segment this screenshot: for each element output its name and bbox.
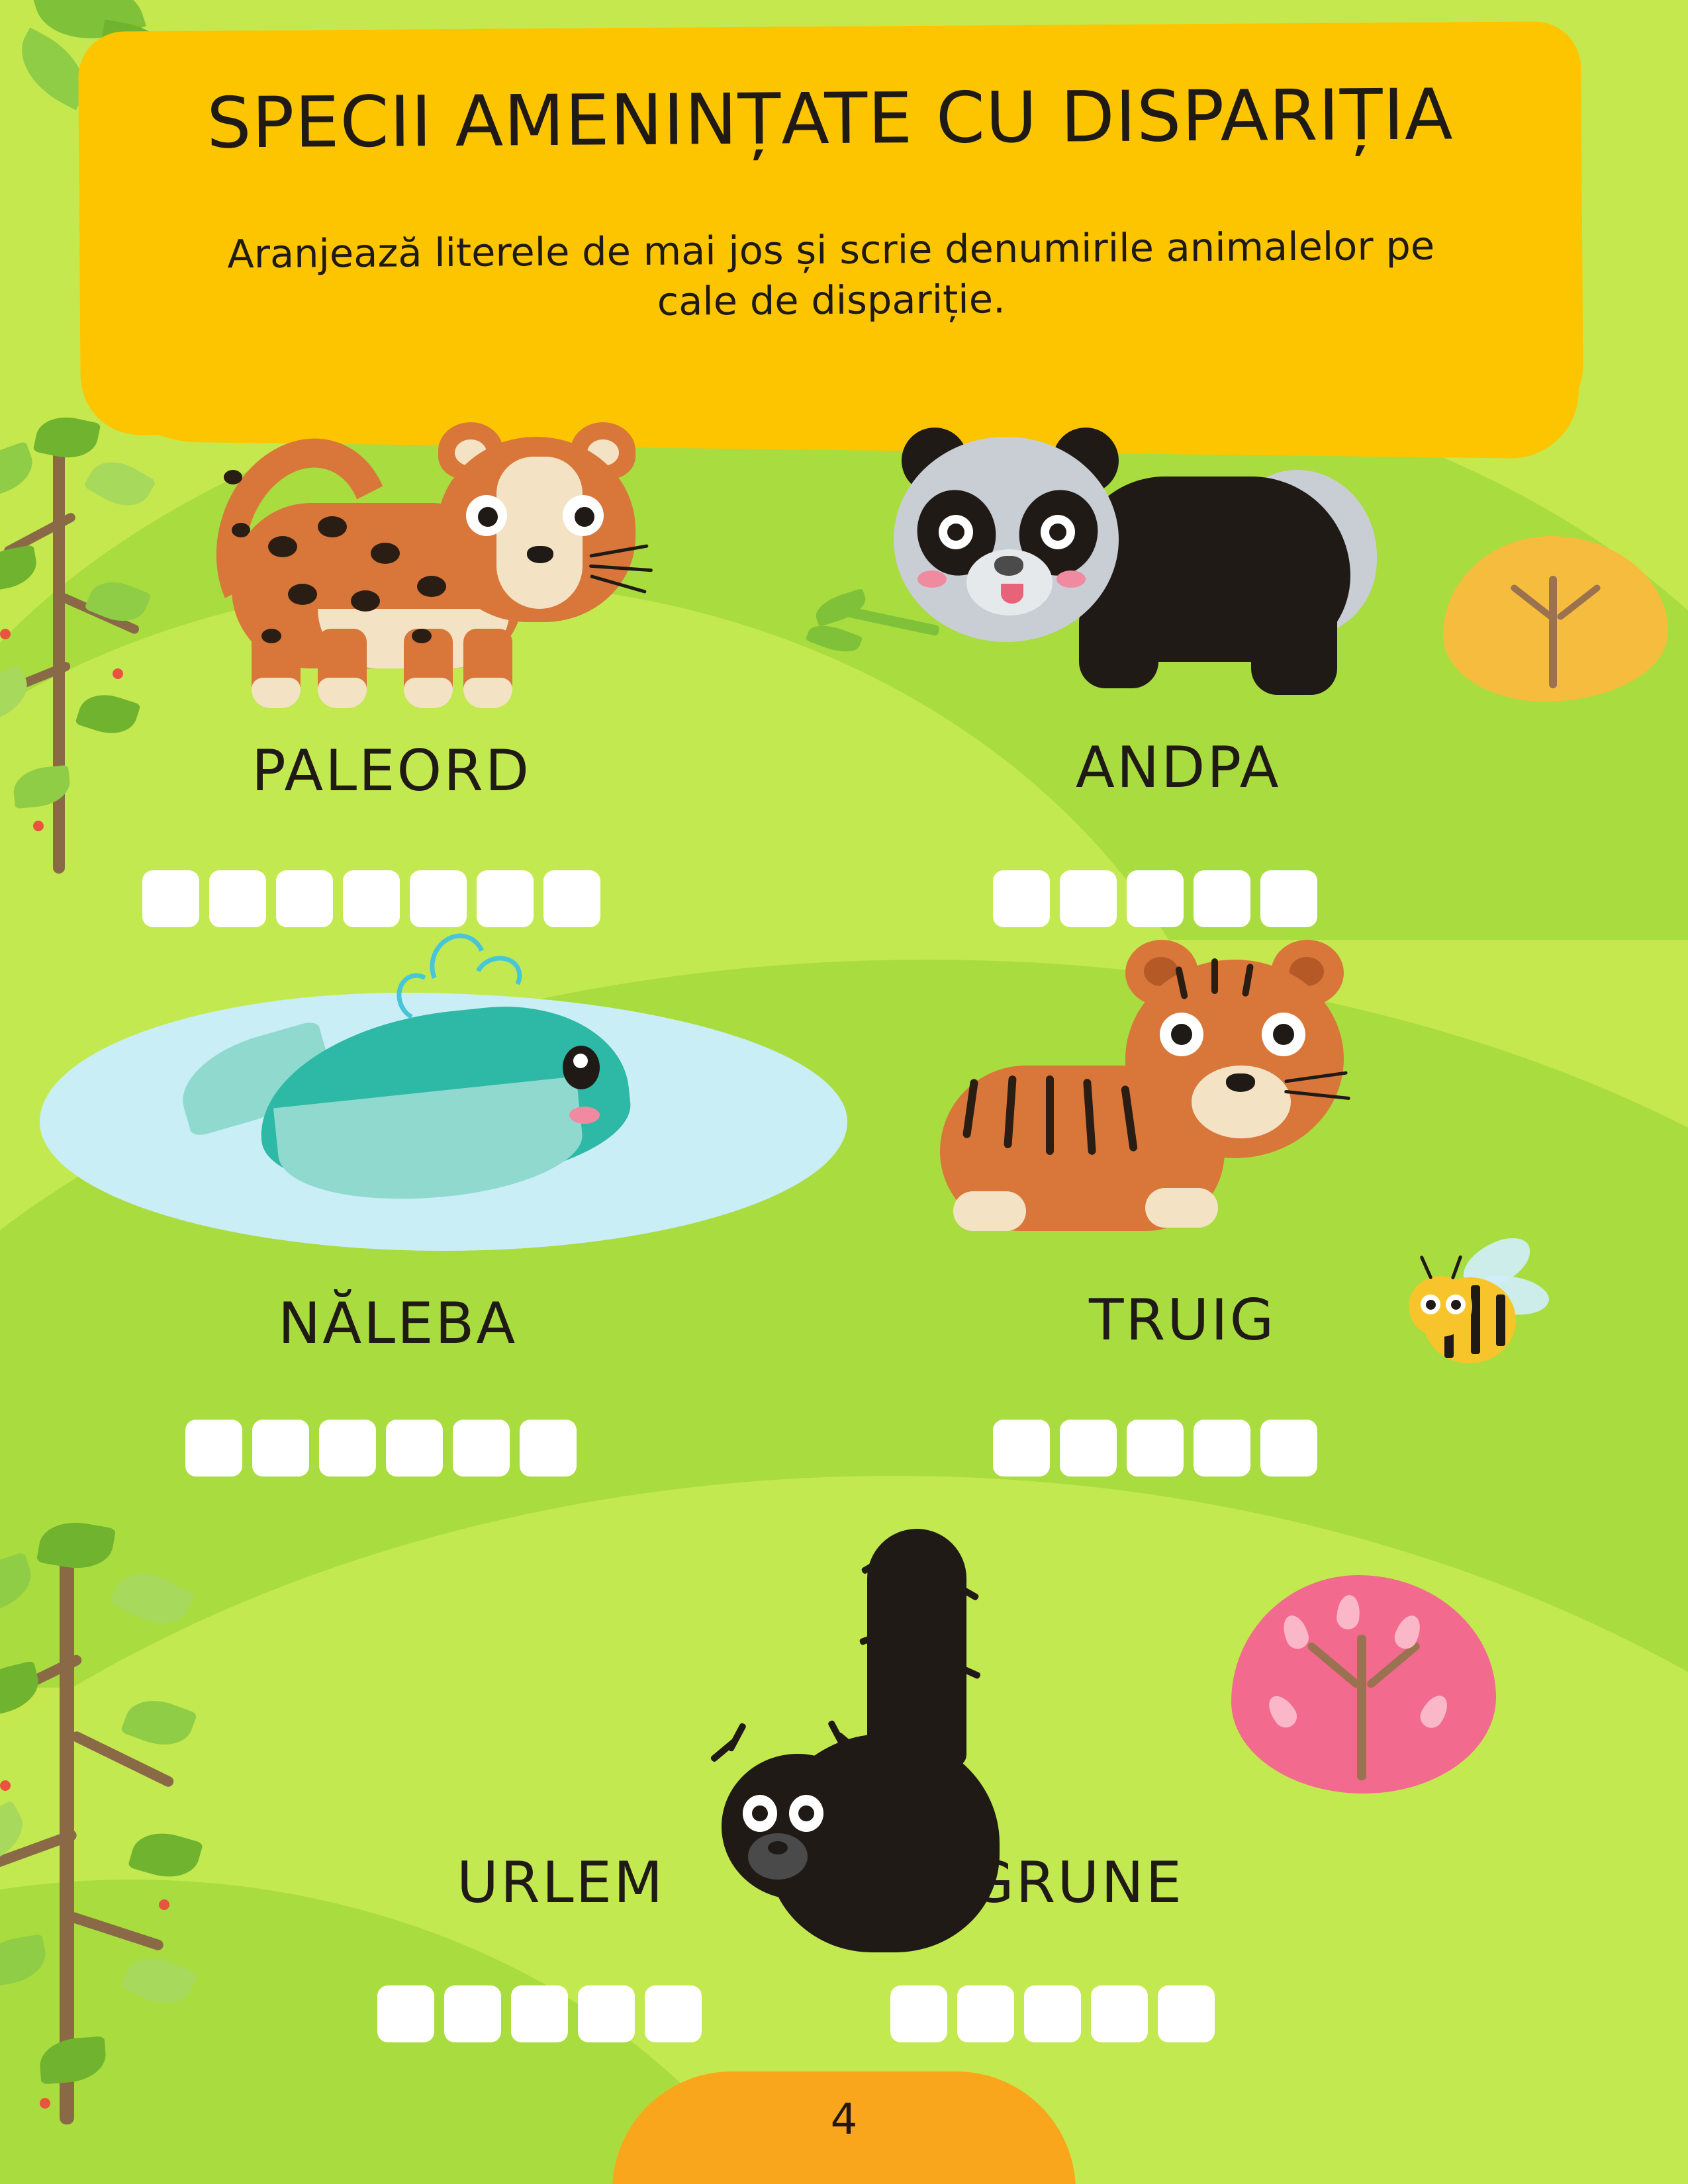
answer-box[interactable]: [142, 870, 199, 927]
answer-boxes-leopard[interactable]: [142, 870, 600, 927]
answer-boxes-whale[interactable]: [185, 1420, 577, 1477]
answer-box[interactable]: [957, 1985, 1014, 2042]
answer-boxes-lemur[interactable]: [377, 1985, 702, 2042]
answer-box[interactable]: [993, 870, 1050, 927]
answer-box[interactable]: [343, 870, 400, 927]
page-number: 4: [830, 2095, 858, 2144]
answer-box[interactable]: [1024, 1985, 1081, 2042]
puzzle-word-whale: NĂLEBA: [278, 1291, 518, 1357]
answer-box[interactable]: [1127, 870, 1184, 927]
answer-box[interactable]: [890, 1985, 947, 2042]
leopard-illustration: [152, 410, 649, 721]
answer-box[interactable]: [276, 870, 333, 927]
answer-box[interactable]: [1127, 1420, 1184, 1477]
answer-box[interactable]: [1060, 870, 1117, 927]
answer-box[interactable]: [1260, 1420, 1317, 1477]
answer-box[interactable]: [578, 1985, 635, 2042]
page-title: SPECII AMENINȚATE CU DISPARIȚIA: [206, 73, 1454, 164]
answer-box[interactable]: [444, 1985, 501, 2042]
puzzle-word-tiger: TRUIG: [1089, 1287, 1276, 1353]
answer-box[interactable]: [511, 1985, 568, 2042]
answer-box[interactable]: [543, 870, 600, 927]
answer-box[interactable]: [1194, 1420, 1250, 1477]
answer-box[interactable]: [1194, 870, 1250, 927]
answer-box[interactable]: [453, 1420, 510, 1477]
puzzle-word-panda: ANDPA: [1076, 735, 1281, 801]
answer-box[interactable]: [1060, 1420, 1117, 1477]
page-number-tab: [612, 2071, 1076, 2184]
answer-box[interactable]: [993, 1420, 1050, 1477]
answer-box[interactable]: [645, 1985, 702, 2042]
answer-box[interactable]: [185, 1420, 242, 1477]
answer-box[interactable]: [1260, 870, 1317, 927]
header-banner: [78, 21, 1583, 435]
answer-boxes-rhino[interactable]: [890, 1985, 1215, 2042]
bush-icon: [1231, 1575, 1496, 1794]
answer-box[interactable]: [377, 1985, 434, 2042]
puzzle-word-lemur: URLEM: [457, 1850, 665, 1916]
answer-box[interactable]: [1091, 1985, 1148, 2042]
instructions-text: Aranjează literele de mai jos și scrie denumirile animalelor pe cale de dispariție.: [227, 222, 1435, 324]
bee-illustration: [1397, 1238, 1562, 1390]
answer-box[interactable]: [1158, 1985, 1215, 2042]
bush-icon: [1443, 536, 1668, 702]
answer-box[interactable]: [252, 1420, 309, 1477]
lemur-illustration: [649, 1535, 1059, 2045]
answer-box[interactable]: [477, 870, 534, 927]
puzzle-word-leopard: PALEORD: [252, 738, 532, 804]
answer-boxes-tiger[interactable]: [993, 1420, 1317, 1477]
answer-box[interactable]: [209, 870, 266, 927]
answer-box[interactable]: [410, 870, 467, 927]
answer-box[interactable]: [319, 1420, 376, 1477]
tiger-illustration: [927, 927, 1377, 1264]
answer-boxes-panda[interactable]: [993, 870, 1317, 927]
answer-box[interactable]: [520, 1420, 577, 1477]
puzzle-word-rhino: GRUNE: [970, 1850, 1184, 1916]
whale-illustration: [40, 940, 847, 1284]
panda-illustration: [854, 397, 1383, 728]
tree-icon: [0, 1502, 271, 2151]
answer-box[interactable]: [386, 1420, 443, 1477]
